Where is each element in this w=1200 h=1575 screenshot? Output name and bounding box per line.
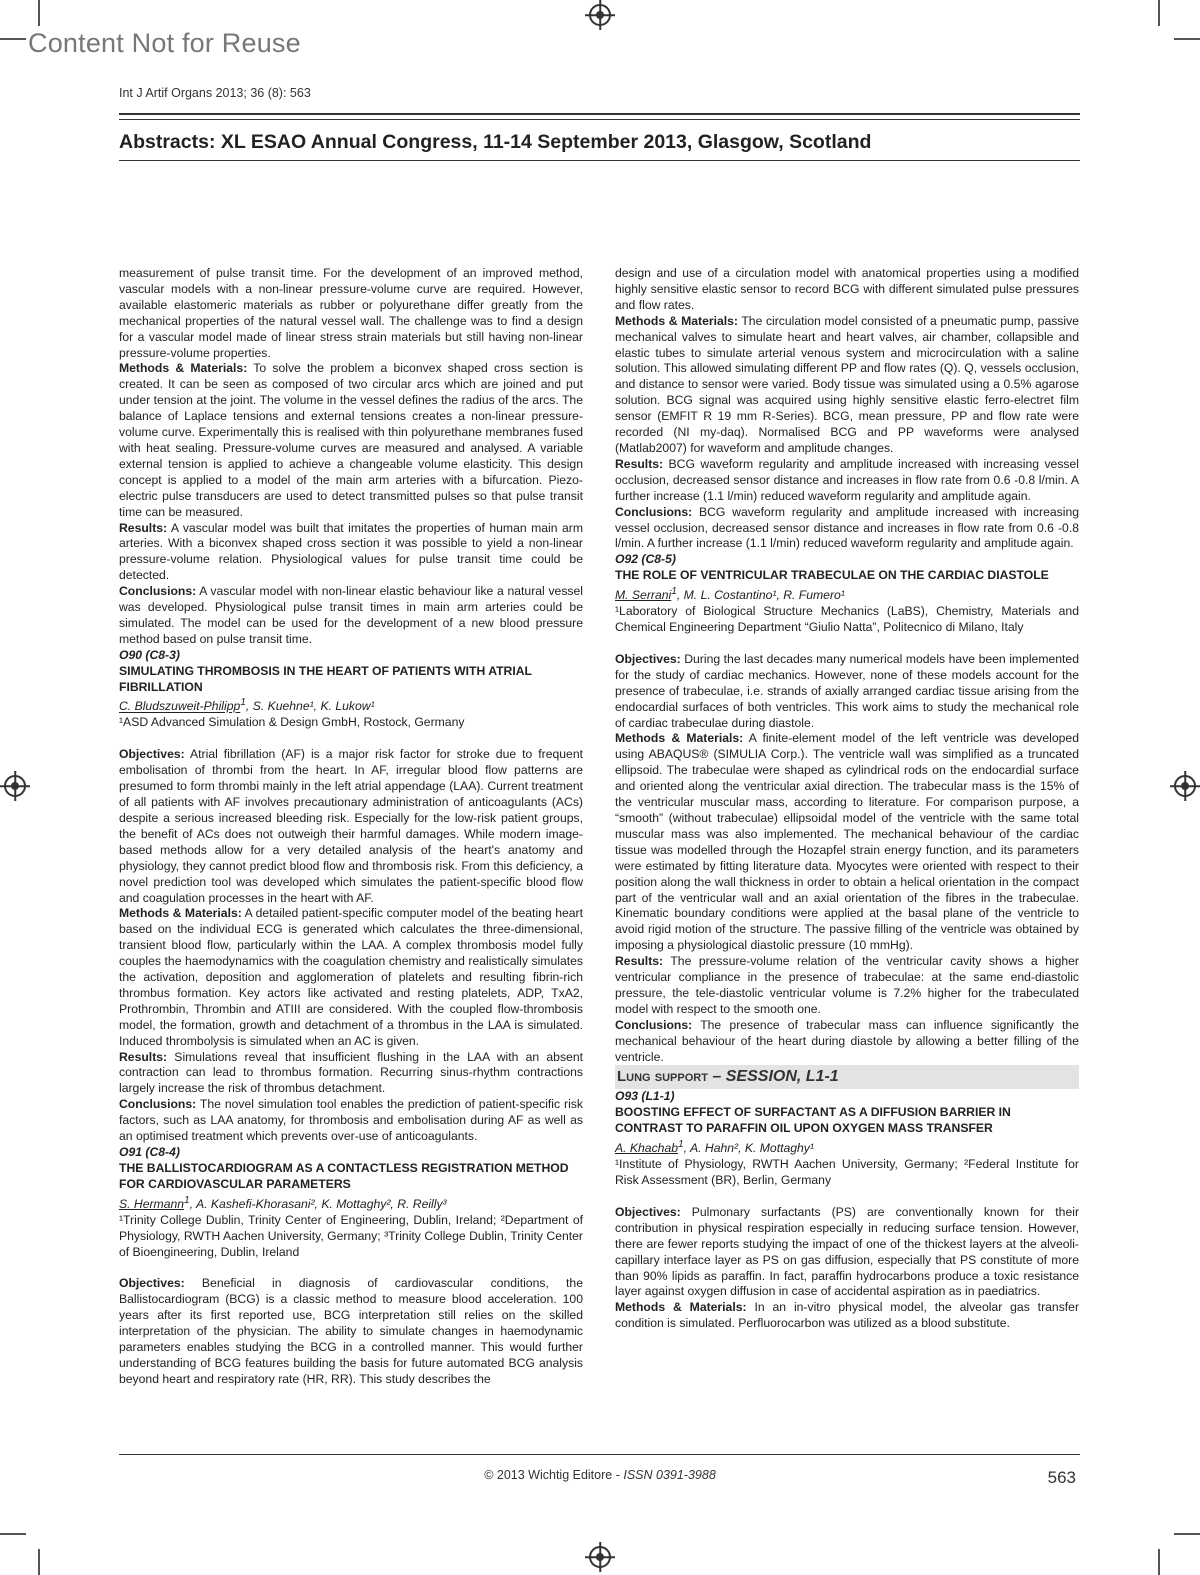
presenting-author: S. Hermann [119,1196,185,1211]
crop-mark [38,1549,40,1575]
abstract-code: O92 (C8-5) [615,552,676,567]
paragraph: Objectives: Pulmonary surfactants (PS) are conventionally known for their contribution in physical respiration especially in reducing surface tension. However, there are fewer reports studying the impact of one of the thickest layers at the alveoli-capillary interface layer as PS on gas diffusion, especially that PS constitute of more than 90% lipids as paraffin. In fact, paraffin hydrocarbons produce a toxic resistance layer against oxygen diffusion in case of accidental aspiration as in paediatrics. [615,1204,1079,1299]
paragraph: Objectives: Beneficial in diagnosis of cardiovascular conditions, the Ballistocardiogram (BCG) is a classic method to measure blood acceleration. 100 years after its first reported use, BCG interpretation still relies on the skilled interpretation of the physician. The ability to simulate changes in haemodynamic parameters enables studying the BCG in a controlled manner. This would further understanding of BCG features building the basis for future automated BCG analysis beyond heart and respiratory rate (HR, RR). This study describes the [119,1276,583,1386]
paragraph: Results: BCG waveform regularity and amplitude increased with increasing vessel occlusion, decreased sensor distance and increases in flow rate from 0.6 -0.8 l/min. A further increase (1.1 l/min) reduced waveform regularity and amplitude again. [615,456,1079,503]
paragraph: Methods & Materials: The circulation model consisted of a pneumatic pump, passive mechanical valves to simulate heart and heart valves, air chamber, collapsible and elastic tubes to simulate arterial venous system and microcirculation with a saline solution. This allowed simulating different PP and flow rates (Q). Q, vessels occlusion, and distance to sensor were varied. Body tissue was simulated using a 0.5% agarose solution. BCG signal was acquired using highly sensitive elastic ferro-electret film sensor (EMFIT R 19 mm R-Series). BCG, mean pressure, PP and flow rate were recorded (NI my-daq). Normalised BCG and PP waveforms were analysed (Matlab2007) for waveform and amplitude changes. [615,313,1079,455]
affiliation: ¹ASD Advanced Simulation & Design GmbH, Rostock, Germany [119,715,465,730]
abstract-title: THE BALLISTOCARDIOGRAM AS A CONTACTLESS REGISTRATION METHOD FOR CARDIOVASCULAR PARAMETERS [119,1160,569,1191]
paragraph: Methods & Materials: A detailed patient-specific computer model of the beating heart based on the individual ECG is generated which calculates the three-dimensional, transient blood flow, particularly within the LAA. A complex thrombosis model fully couples the haemodynamics with the coagulation chemistry and realistically simulates the activation, deposition and agglomeration of platelets and resulting fibrin-rich thrombus formation. Key actors like activated and resting platelets, ADP, TxA2, Prothrombin, Thrombin and ATIII are considered. With the coupled flow-thrombosis model, the formation, growth and detachment of a thrombus in the LAA is simulated. Induced thrombolysis is simulated when an AC is given. [119,906,583,1048]
page-number: 563 [1047,1468,1076,1487]
author-list: M. Serrani$^1$, M. L. Costantino¹, R. Fumero¹ [615,586,845,603]
affiliation: ¹Institute of Physiology, RWTH Aachen University, Germany; ²Federal Institute for Risk Assessment (BR), Berlin, Germany [615,1157,1079,1187]
watermark: Content Not for Reuse [28,28,301,58]
paragraph: Conclusions: The presence of trabecular mass can influence significantly the mechanical behaviour of the heart during diastole by allowing a better filling of the ventricle. [615,1017,1079,1064]
affiliation: ¹Trinity College Dublin, Trinity Center of Engineering, Dublin, Ireland; ²Department of Physiology, RWTH Aachen University, Germany; ³Trinity College Dublin, Trinity Center of Bioengineering, Dublin, Ireland [119,1212,583,1259]
paragraph: Results: The pressure-volume relation of the ventricular cavity shows a higher ventricular compliance in the presence of trabeculae: at the same end-diastolic pressure, the tele-diastolic ventricular volume is 7.2% higher for the trabeculated model with respect to the smooth one. [615,954,1079,1016]
crop-mark [38,0,40,26]
abstract-title: SIMULATING THROMBOSIS IN THE HEART OF PATIENTS WITH ATRIAL FIBRILLATION [119,663,532,694]
abstract-code: O91 (C8-4) [119,1145,180,1159]
page-header-title: Abstracts: XL ESAO Annual Congress, 11-14 September 2013, Glasgow, Scotland [119,131,872,153]
abstract-title: BOOSTING EFFECT OF SURFACTANT AS A DIFFUSION BARRIER IN CONTRAST TO PARAFFIN OIL UPON OXYGEN MASS TRANSFER [615,1105,1011,1136]
copyright-line: © 2013 Wichtig Editore - ISSN 0391-3988 [484,1468,716,1482]
paragraph: Objectives: During the last decades many numerical models have been implemented for the study of cardiac mechanics. However, none of these models account for the presence of trabeculae, i.e. strands of axially arranged cardiac tissue arising from the endocardial surfaces of both ventricles. This work aims to study the mechanical role of cardiac trabeculae during diastole. [615,651,1079,730]
author-list: S. Hermann$^1$, A. Kashefi-Khorasani², K. Mottaghy², R. Reilly³ [119,1194,447,1211]
paragraph: Conclusions: A vascular model with non-linear elastic behaviour like a natural vessel was developed. Physiological pulse transit times in main arm arteries could be simulated. The model can be used for the development of a new blood pressure method based on pulse transit time. [119,584,583,646]
paragraph: Conclusions: The novel simulation tool enables the prediction of patient-specific risk factors, such as LAA anatomy, for thrombosis and embolisation during AF as well as an optimised treatment which prevents over-use of anticoagulants. [119,1097,583,1144]
paragraph: design and use of a circulation model with anatomical properties using a modified highly sensitive elastic sensor to record BCG with different simulated pulse pressures and flow rates. [615,266,1079,312]
crop-mark [1174,1533,1200,1535]
crop-mark [0,38,26,40]
author-list: A. Khachab$^1$, A. Hahn², K. Mottaghy¹ [615,1139,814,1156]
registration-mark-icon [1174,775,1196,797]
footer-rule [119,1454,1080,1455]
paragraph: Results: A vascular model was built that imitates the properties of human main arm arteries. With a biconvex shaped cross section it was possible to yield a non-linear pressure-volume relation. Physiological values for pulse transit time could be detected. [119,520,583,583]
crop-mark [1158,0,1160,26]
paragraph: Methods & Materials: In an in-vitro physical model, the alveolar gas transfer condition is simulated. Perfluorocarbon was utilized as a blood substitute. [615,1300,1080,1331]
paragraph: Methods & Materials: A finite-element model of the left ventricle was developed using ABAQUS® (SIMULIA Corp.). The ventricle wall was simplified as a truncated ellipsoid. The trabeculae were shaped as cylindrical rods on the endocardial surface and oriented along the ventricular axial direction. The trabecular mass is the 15% of the ventricular muscular mass, according to literature. For comparison purpose, a “smooth” (without trabeculae) ellipsoidal model of the ventricle with the same total muscular mass was also implemented. The mechanical behaviour of the cardiac tissue was modelled through the Hozapfel strain energy function, and its parameters were estimated by fitting literature data. Myocytes were oriented with respect to their position along the wall thickness in order to obtain a helical orientation in the compact part of the ventricular wall and an axial orientation of the fibres in the trabeculae. Kinematic boundary conditions were applied at the basal plane of the ventricle to avoid rigid motion of the structure. The passive filling of the ventricle was obtained by imposing a physiological diastolic pressure (10 mmHg). [615,731,1079,953]
crop-mark [1158,1549,1160,1575]
registration-mark-icon [589,4,611,26]
right-column [615,266,1079,1332]
crop-mark [0,1533,26,1535]
header-rule-top-thin [119,119,1080,120]
session-heading: Lung support – SESSION, L1-1 [615,1065,1079,1089]
journal-citation: Int J Artif Organs 2013; 36 (8): 563 [119,86,311,100]
paragraph: Results: Simulations reveal that insufficient flushing in the LAA with an absent contraction can lead to thrombus formation. Recurring sinus-rhythm contractions largely increase the risk of thrombus detachment. [119,1049,583,1096]
header-rule-bottom [119,160,1080,161]
left-column [119,266,583,1388]
author-list: C. Bludszuweit-Philipp$^1$, S. Kuehne¹, K. Lukow¹ [119,697,375,714]
paragraph: measurement of pulse transit time. For the development of an improved method, vascular models with a non-linear pressure-volume curve are required. However, available elastomeric materials as rubber or polyurethane differ greatly from the mechanical properties of the natural vessel wall. The challenge was to find a design for a vascular model made of linear stress strain materials but still having non-linear pressure-volume properties. [119,266,583,360]
paragraph: Objectives: Atrial fibrillation (AF) is a major risk factor for stroke due to frequent embolisation of thrombi from the heart. In AF, irregular blood flow patterns are presumed to form thrombi mainly in the left atrial appendage (LAA). Current treatment of all patients with AF involves precautionary administration of anticoagulants (ACs) despite a serious increased bleeding risk. Especially for the low-risk patient groups, the benefit of ACs does not outweigh their harmful damages. While modern image-based methods allow for a very detailed analysis of the heart's anatomy and physiology, they cannot predict blood flow and thrombosis risk. From this deficiency, a novel prediction tool was developed which simulates the patient-specific blood flow and coagulation processes in the heart with AF. [119,747,583,905]
abstract-code: O90 (C8-3) [119,647,180,662]
presenting-author: M. Serrani [615,588,672,603]
abstract-code: O93 (L1-1) [615,1089,675,1104]
paragraph: Methods & Materials: To solve the problem a biconvex shaped cross section is created. It can be seen as composed of two circular arcs which are joined and put under tension at the joint. The volume in the vessel defines the radius of the arcs. The balance of Laplace tensions and external tensions creates a non-linear pressure-volume curve. Experimentally this is realised with thin polyurethane membranes fused with heat sealing. Pressure-volume curves are measured and analysed. A variable external tension is applied to achieve a changeable volume elasticity. This design concept is applied to a model of the main arm arteries with a bifurcation. Piezo-electric pulse transducers are used to detect transmitted pulses so that pulse transit time can be measured. [119,361,583,519]
registration-mark-icon [4,775,26,797]
crop-mark [1174,38,1200,40]
presenting-author: A. Khachab [615,1141,679,1156]
presenting-author: C. Bludszuweit-Philipp [119,699,241,714]
abstract-title: THE ROLE OF VENTRICULAR TRABECULAE ON THE CARDIAC DIASTOLE [615,568,1049,583]
header-rule-top [119,113,1080,115]
affiliation: ¹Laboratory of Biological Structure Mechanics (LaBS), Chemistry, Materials and Chemical Engineering Department “Giulio Natta”, Politecnico di Milano, Italy [615,604,1079,634]
paragraph: Conclusions: BCG waveform regularity and amplitude increased with increasing vessel occlusion, decreased sensor distance and increases in flow rate from 0.6 -0.8 l/min. A further increase (1.1 l/min) reduced waveform regularity and amplitude again. [615,504,1079,551]
registration-mark-icon [589,1546,611,1568]
